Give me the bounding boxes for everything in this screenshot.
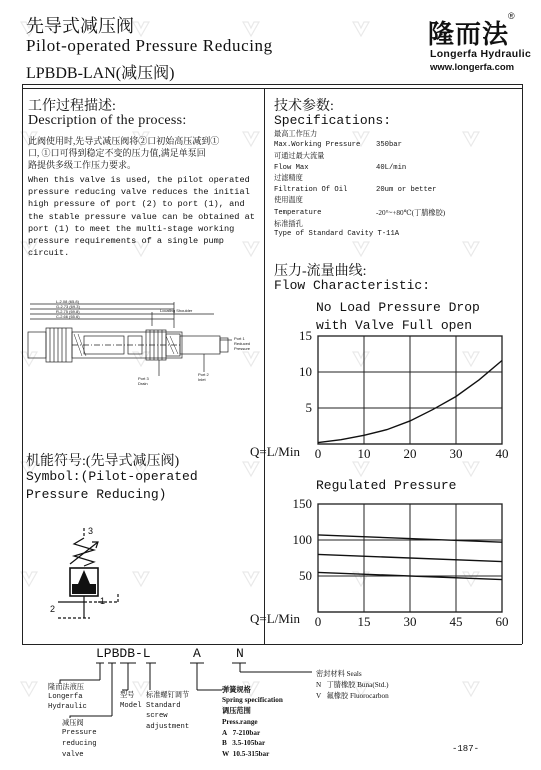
specs-heading-en: Specifications: [274, 113, 392, 128]
order-screw-en-3: adjustment [146, 723, 190, 731]
order-seal-n: N 丁腈橡胶 Buna(Std.) [316, 681, 389, 689]
spec-flow-cn: 可通过最大流量 [274, 152, 325, 160]
order-range-w: W 10.5-315bar [222, 750, 270, 758]
spec-temperature-value: -20°~+80℃(丁腈橡胶) [376, 209, 446, 217]
spec-filtration-value: 20um or better [376, 186, 437, 194]
chart2-x-tick-label: 30 [403, 614, 417, 629]
spec-flow-value: 40L/min [376, 164, 407, 172]
chart2-xlabel: Q=L/Min [250, 611, 300, 626]
chart2-title: Regulated Pressure [316, 478, 457, 493]
symbol-heading-cn: 机能符号:(先导式减压阀) [26, 454, 180, 469]
order-spring-cn: 弹簧规格 [222, 686, 251, 694]
chart1-y-tick-label: 5 [305, 400, 312, 415]
page-number: -187- [452, 744, 480, 754]
order-brand-cn: 隆而法液压 [48, 683, 84, 691]
spec-cavity-en: Type of Standard Cavity T-11A [274, 230, 400, 238]
chart2-y-tick-label: 50 [299, 568, 312, 583]
chart2-y-tick-label: 100 [292, 532, 312, 547]
operation-text-en: When this valve is used, the pilot operated pressure reducing valve reduces the initial high pressure of port (2) to port (1), and the stable pressure value can be obtained at port (1) to meet the multi-stage working pressure requirements of a single pump circuit. [28, 175, 255, 259]
spec-temperature-cn: 使用温度 [274, 196, 303, 204]
chart1-y-tick-label: 10 [299, 364, 312, 379]
spec-filtration-en: Filtration Of Oil [274, 186, 348, 194]
flow-heading-en: Flow Characteristic: [274, 278, 431, 293]
registered-mark: ® [508, 11, 515, 21]
chart1-y-tick-label: 15 [299, 328, 312, 343]
chart2-x-tick-label: 45 [449, 614, 463, 629]
order-code-n: N [236, 646, 244, 661]
spec-max-pressure-value: 350bar [376, 141, 402, 149]
chart2-x-tick-label: 0 [314, 614, 322, 629]
drawing-dimensions: L-2.08 (65.8) G-2.73 (69.3) R-2.75 (69.8) C-2.66 (65.6) [56, 299, 80, 319]
operation-text-cn: 此阀使用时,先导式减压阀将②口初始高压减到① 口, ①口可得到稳定不变的压力值,满足单泵回 路提供多级工作压力要求。 [28, 136, 220, 170]
specs-heading-cn: 技术参数: [274, 99, 334, 114]
operation-heading-en: Description of the process: [28, 113, 187, 128]
order-seals-heading: 密封材料 Seals [316, 670, 362, 678]
symbol-heading-en-2: Pressure Reducing) [26, 487, 167, 502]
symbol-port-2: 2 [50, 604, 56, 614]
port2-label: Port 2 Inlet [198, 372, 209, 382]
flow-heading-cn: 压力-流量曲线: [274, 264, 367, 279]
order-screw-en-1: Standard [146, 702, 181, 710]
order-range-a: A 7-210bar [222, 729, 261, 737]
symbol-heading-en-1: Symbol:(Pilot-operated [26, 469, 198, 484]
order-model-en: Model [120, 702, 142, 710]
brand-logo-en: Longerfa Hydraulic [430, 48, 532, 60]
order-reducing-en-3: valve [62, 751, 84, 759]
chart2-x-tick-label: 15 [357, 614, 371, 629]
order-screw-cn: 标准螺钉调节 [146, 691, 190, 699]
spec-temperature-en: Temperature [274, 209, 322, 217]
spec-max-pressure-cn: 最高工作压力 [274, 130, 318, 138]
chart1-x-tick-label: 40 [495, 446, 509, 461]
order-spring-en: Spring specification [222, 696, 283, 704]
chart2-y-tick-label: 150 [292, 496, 312, 511]
locating-shoulder-label: Locating Shoulder [160, 308, 193, 313]
order-brand-en-2: Hydraulic [48, 703, 87, 711]
order-code-a: A [193, 646, 201, 661]
spec-filtration-cn: 过滤精度 [274, 174, 303, 182]
order-range-cn: 调压范围 [222, 707, 251, 715]
page-title-cn: 先导式减压阀 [26, 16, 134, 36]
page-title-en: Pilot-operated Pressure Reducing [26, 36, 273, 55]
port1-label: Port 1 Reduced Pressure [234, 336, 251, 351]
order-screw-en-2: screw [146, 712, 168, 720]
port3-label: Port 3 Drain [138, 376, 149, 386]
order-model-code: LPBDB-L [96, 646, 151, 661]
order-brand-en-1: Longerfa [48, 693, 83, 701]
chart1-x-tick-label: 20 [403, 446, 417, 461]
spec-flow-en: Flow Max [274, 164, 309, 172]
order-seal-v: V 氟橡胶 Fluorocarbon [316, 692, 389, 700]
brand-logo-cn: 隆而法 [428, 19, 510, 49]
website: www.longerfa.com [430, 62, 515, 73]
chart1-title-line2: with Valve Full open [316, 318, 473, 333]
order-reducing-cn: 减压阀 [62, 719, 84, 727]
spec-max-pressure-en: Max.Working Pressure [274, 141, 361, 149]
chart1-xlabel: Q=L/Min [250, 444, 300, 459]
order-reducing-en-1: Pressure [62, 729, 97, 737]
symbol-port-1: 1 [100, 596, 106, 606]
order-model-cn: 型号 [120, 691, 135, 699]
chart1-title-line1: No Load Pressure Drop [316, 300, 480, 315]
chart1-x-tick-label: 0 [314, 446, 322, 461]
order-range-en: Press.range [222, 718, 258, 726]
operation-heading-cn: 工作过程描述: [28, 99, 116, 114]
order-range-b: B 3.5-105bar [222, 739, 266, 747]
symbol-port-3: 3 [88, 526, 94, 536]
chart1-x-tick-label: 10 [357, 446, 371, 461]
spec-cavity-cn: 标准插孔 [274, 220, 303, 228]
chart2-x-tick-label: 60 [495, 614, 509, 629]
chart1-x-tick-label: 30 [449, 446, 463, 461]
order-reducing-en-2: reducing [62, 740, 97, 748]
model-title: LPBDB-LAN(减压阀) [26, 65, 175, 82]
